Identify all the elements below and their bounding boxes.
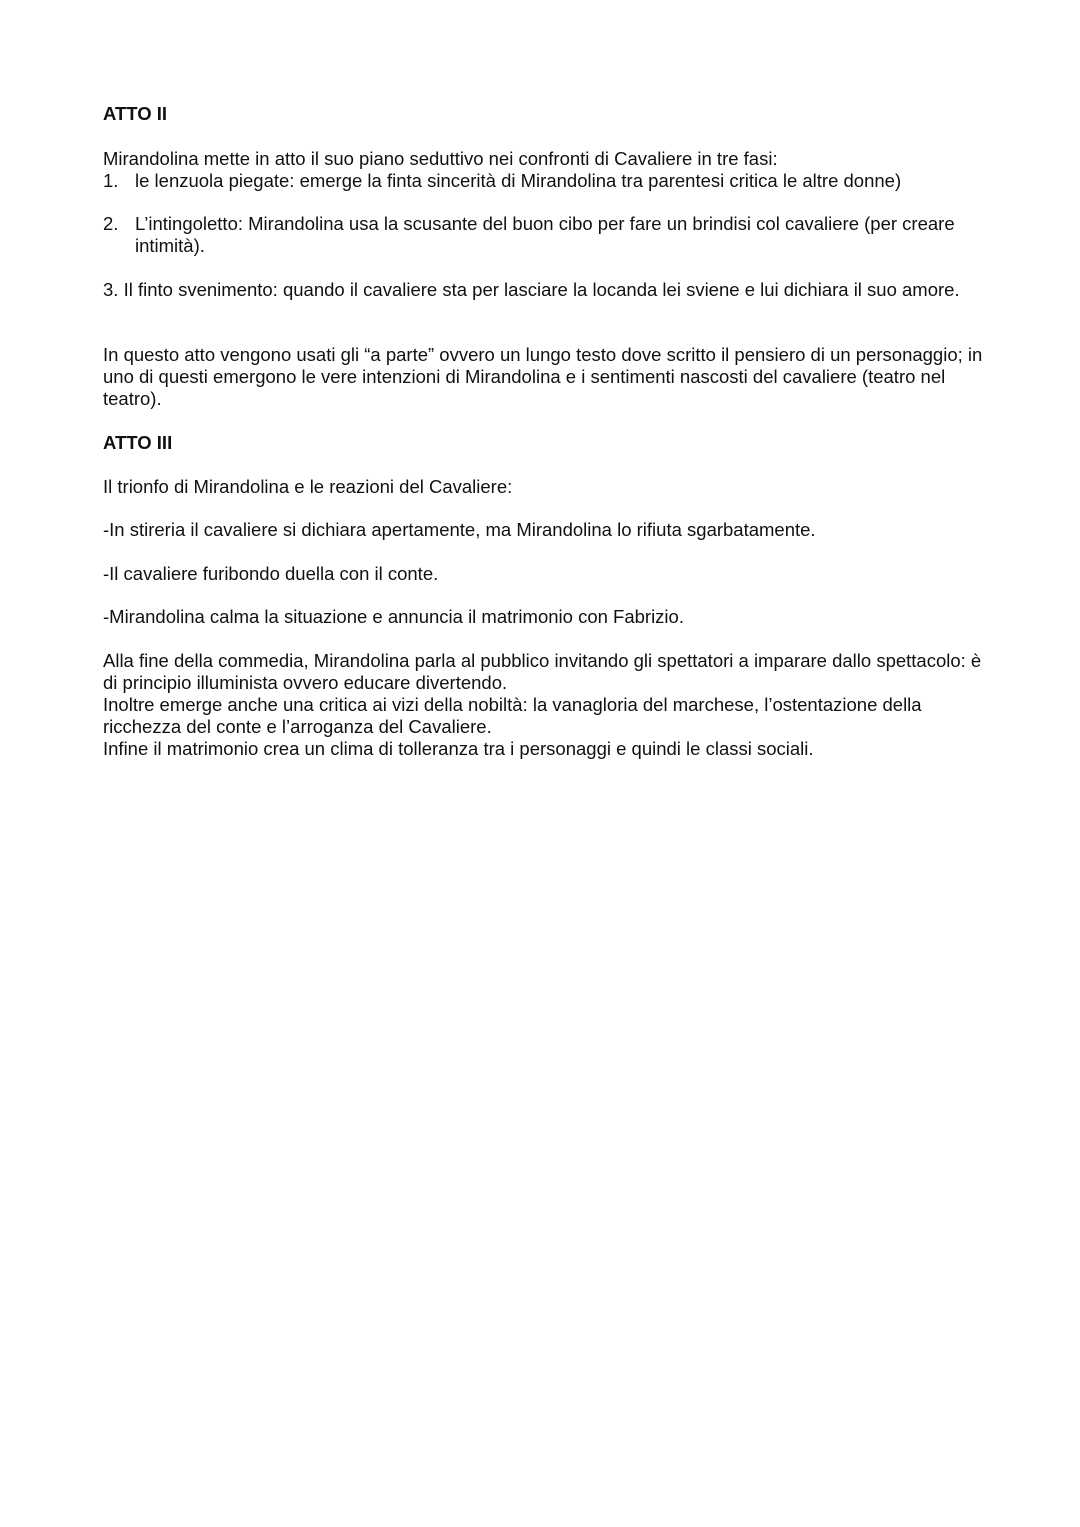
conclusion-paragraph [103,650,983,760]
list-item-1 [103,170,983,192]
heading-atto-2: ATTO II [103,103,168,124]
list-number-2: 2. [103,213,119,234]
atto-2-intro: Mirandolina mette in atto il suo piano seduttivo nei confronti di Cavaliere in tre fasi: [103,148,778,169]
list-item-3: 3. Il finto svenimento: quando il cavaliere sta per lasciare la locanda lei sviene e lui dichiara il suo amore. [103,279,960,300]
heading-atto-3: ATTO III [103,432,173,453]
atto-3-point-1: -In stireria il cavaliere si dichiara apertamente, ma Mirandolina lo rifiuta sgarbatamente. [103,519,816,540]
atto-2-a-parte-paragraph: In questo atto vengono usati gli “a parte” ovvero un lungo testo dove scritto il pensiero di un personaggio; in uno di questi emergono le vere intenzioni di Mirandolina e i sentimenti nascosti del cavaliere (teatro nel teatro). [103,344,983,409]
atto-3-point-3: -Mirandolina calma la situazione e annuncia il matrimonio con Fabrizio. [103,606,684,627]
atto-3-point-2: -Il cavaliere furibondo duella con il conte. [103,563,439,584]
list-item-2 [103,213,983,257]
conclusion-line-3: Infine il matrimonio crea un clima di tolleranza tra i personaggi e quindi le classi sociali. [103,738,814,759]
atto-3-intro: Il trionfo di Mirandolina e le reazioni del Cavaliere: [103,476,513,497]
conclusion-line-1: Alla fine della commedia, Mirandolina parla al pubblico invitando gli spettatori a imparare dallo spettacolo: è di principio illuminista ovvero educare divertendo. [103,650,982,693]
conclusion-line-2: Inoltre emerge anche una critica ai vizi della nobiltà: la vanagloria del marchese, l’ostentazione della ricchezza del conte e l’arroganza del Cavaliere. [103,694,922,737]
list-number-1: 1. [103,170,119,191]
list-text-2: L’intingoletto: Mirandolina usa la scusante del buon cibo per fare un brindisi col cavaliere (per creare intimità). [135,213,955,256]
list-text-1: le lenzuola piegate: emerge la finta sincerità di Mirandolina tra parentesi critica le altre donne) [135,170,902,191]
